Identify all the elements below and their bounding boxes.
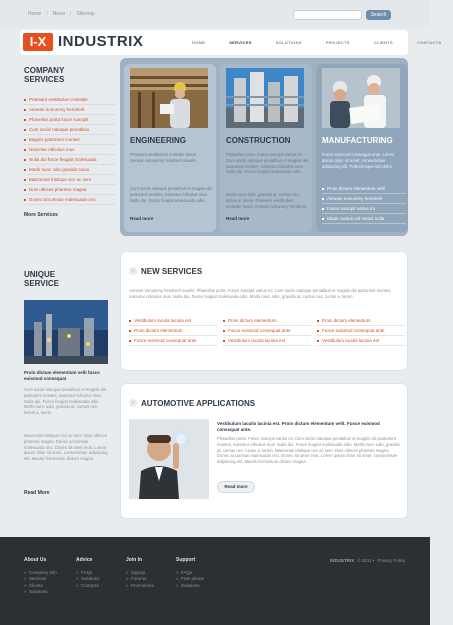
unique-service-title bbox=[24, 270, 59, 288]
list-item[interactable]: Nascetur ridiculus mus bbox=[24, 145, 116, 155]
footer-column bbox=[126, 557, 154, 589]
separator: | bbox=[46, 11, 48, 17]
footer-heading: Advice bbox=[76, 557, 93, 563]
footer-column bbox=[24, 557, 57, 595]
unique-read-more-link[interactable]: Read More bbox=[24, 490, 50, 496]
footer-list bbox=[126, 570, 154, 589]
list-item[interactable]: Duis ultrices pharetra magna bbox=[24, 185, 116, 195]
nav-clients[interactable]: CLIENTS bbox=[373, 40, 393, 45]
list-item[interactable]: Etiam cursus vel metus nulla bbox=[322, 214, 406, 224]
nav-contacts[interactable]: CONTACTS bbox=[417, 40, 442, 45]
company-services-title bbox=[24, 66, 64, 84]
separator: | bbox=[70, 11, 72, 17]
service-card-manufacturing bbox=[316, 64, 408, 232]
service-text: Fusce euismod consequat ante. Lorem ipsum dolor sit amet, consectetuer adipiscing elit. Pellentesque sed dolor. bbox=[322, 152, 395, 169]
footer-link[interactable]: » Forums bbox=[126, 576, 154, 582]
read-more-link[interactable]: Read more bbox=[226, 216, 250, 221]
copyright bbox=[330, 558, 405, 563]
search-button[interactable]: Search bbox=[366, 10, 391, 20]
title-line: COMPANY bbox=[24, 66, 65, 75]
manufacturing-image bbox=[322, 68, 400, 128]
list-item[interactable]: Proin dictum elementum bbox=[129, 326, 217, 336]
new-services-column bbox=[223, 316, 311, 346]
footer-link[interactable]: » Signup bbox=[126, 570, 154, 576]
engineering-image bbox=[130, 68, 208, 128]
footer-brand: INDUSTRIX bbox=[330, 558, 355, 563]
automotive-heading: Vestibulum iaculis lacinia est. Proin dictum elementum velit. Fusce euismod consequat ante. bbox=[217, 421, 380, 432]
nav-services[interactable]: SERVICES bbox=[229, 40, 252, 45]
title-line: UNIQUE bbox=[24, 270, 56, 279]
title-line: SERVICES bbox=[24, 75, 65, 84]
list-item[interactable]: Aenean nonummy hendrerit bbox=[24, 105, 116, 115]
unique-service-text: Maecenas tristique orci ac sem. Duis ultrices pharetra magna. Donec accumsan malesuada orci. Donec sit amet eros. Lorem ipsum dolor sit amet, consectetuer adipiscing elit. Mauris fermentum dictum magna. bbox=[24, 433, 108, 462]
list-item[interactable]: Fusce euismod consequat ante bbox=[129, 336, 217, 346]
list-item[interactable]: Phasellus porta fusce suscipit bbox=[24, 115, 116, 125]
list-item[interactable]: Cum sociis natoque penatibus bbox=[24, 125, 116, 135]
nav-projects[interactable]: PROJECTS bbox=[325, 40, 350, 45]
search-input[interactable] bbox=[293, 10, 362, 20]
footer-column bbox=[176, 557, 204, 589]
list-item[interactable]: Proin dictum elementum bbox=[317, 316, 405, 326]
unique-service-text: Cum sociis natoque penatibus et magnis dis parturient montes, nascetur ridiculus mus. Nulla dui. Fusce feugiat malesuada odio. Morbi nunc odio, gravida at, cursus nec, luctus a, lorem. bbox=[24, 387, 106, 416]
more-services-link[interactable]: More Services bbox=[24, 212, 58, 218]
main-nav bbox=[180, 30, 453, 55]
footer-link[interactable]: » Solutions bbox=[24, 589, 57, 595]
list-item[interactable]: Maecenas tristique orci ac sem bbox=[24, 175, 116, 185]
list-item[interactable]: Aenean nonummy hendrerit bbox=[322, 194, 406, 204]
list-item[interactable]: Vestibulum iaculis lacinia est bbox=[317, 336, 405, 346]
footer-link[interactable]: » Free phone bbox=[176, 576, 204, 582]
footer-link[interactable]: » Company info bbox=[24, 570, 57, 576]
top-link-news[interactable]: News bbox=[52, 11, 66, 17]
footer-list bbox=[24, 570, 57, 595]
list-item[interactable]: Fusce euismod consequat ante bbox=[223, 326, 311, 336]
footer bbox=[0, 537, 430, 625]
service-title: ENGINEERING bbox=[130, 136, 187, 145]
service-text: Cum sociis natoque penatibus et magnis dis parturient montes, nascetur ridiculus mus. Nulla dui. Fusce feugiat malesuada odio. bbox=[130, 186, 212, 203]
footer-link[interactable]: » Solutions bbox=[76, 576, 100, 582]
list-item[interactable]: Nulla dui fusce feugiat malesuada bbox=[24, 155, 116, 165]
panel-title: NEW SERVICES bbox=[141, 267, 203, 276]
construction-image bbox=[226, 68, 304, 128]
footer-list bbox=[76, 570, 100, 589]
footer-link[interactable]: » Contacts bbox=[76, 583, 100, 589]
list-item[interactable]: Fusce euismod consequat ante bbox=[317, 326, 405, 336]
new-services-column bbox=[129, 316, 217, 346]
new-services-panel bbox=[120, 251, 408, 371]
footer-heading: Support bbox=[176, 557, 196, 563]
footer-list bbox=[176, 570, 204, 589]
service-card-construction bbox=[220, 64, 312, 232]
copyright-text: © 2011 • bbox=[357, 558, 375, 563]
list-item[interactable]: Praesent vestibulum molestie bbox=[24, 95, 116, 105]
top-link-home[interactable]: Home bbox=[28, 11, 42, 17]
footer-link[interactable]: » Clients bbox=[24, 583, 57, 589]
service-card-engineering bbox=[124, 64, 216, 232]
footer-heading: About Us bbox=[24, 557, 47, 563]
arrow-icon: › bbox=[129, 399, 137, 407]
footer-link[interactable]: » Promotions bbox=[126, 583, 154, 589]
footer-column bbox=[76, 557, 100, 589]
read-more-button[interactable]: Read more bbox=[217, 481, 255, 493]
footer-link[interactable]: » Services bbox=[24, 576, 57, 582]
service-text: Morbi nunc odio, gravida at, cursus nec, luctus a, lorem. Praesent vestibulum molestie lacus. Aenean nonummy hendrerit. bbox=[226, 192, 308, 209]
services-panel bbox=[120, 58, 408, 236]
automotive-panel bbox=[120, 383, 408, 519]
list-item[interactable]: Magnis parturient montes bbox=[24, 135, 116, 145]
list-item[interactable]: Vestibulum iaculis lacinia est bbox=[223, 336, 311, 346]
service-title: CONSTRUCTION bbox=[226, 136, 291, 145]
panel-title: AUTOMOTIVE APPLICATIONS bbox=[141, 399, 256, 408]
list-item[interactable]: Proin dictum elementum bbox=[223, 316, 311, 326]
footer-link[interactable]: » FAQs bbox=[176, 570, 204, 576]
logo-text[interactable]: INDUSTRIX bbox=[58, 33, 144, 50]
new-services-intro: Aenean nonummy hendrerit mauris. Phasellus porta. Fusce suscipit varius mi. Cum sociis natoque penatibus et magnis dis parturient montes, nascetur ridiculus mus. Nulla dui. Fusce feugiat malesuada odio. Morbi nunc odio, gravida at, cursus nec, luctus a, lorem. bbox=[129, 288, 392, 299]
service-text: Praesent vestibulum molestie lacus. Aenean nonummy hendrerit mauris. bbox=[130, 152, 197, 163]
arrow-icon: › bbox=[129, 267, 137, 275]
list-item[interactable]: Proin dictum elementum velit bbox=[322, 184, 406, 194]
read-more-link[interactable]: Read more bbox=[130, 216, 154, 221]
nav-home[interactable]: HOME bbox=[192, 40, 206, 45]
list-item[interactable]: Donec accumsan malesuada orci bbox=[24, 195, 116, 205]
list-item[interactable]: Morbi nunc odio gravida curus bbox=[24, 165, 116, 175]
footer-heading: Join In bbox=[126, 557, 143, 563]
logo-mark[interactable]: I-X bbox=[23, 33, 53, 51]
top-links bbox=[28, 11, 95, 17]
title-line: SERVICE bbox=[24, 279, 59, 288]
list-item[interactable]: Vestibulum iaculis lacinia est bbox=[129, 316, 217, 326]
service-title: MANUFACTURING bbox=[322, 136, 393, 145]
privacy-policy-link[interactable]: Privacy Policy bbox=[377, 558, 406, 563]
nav-solutions[interactable]: SOLUTIONS bbox=[275, 40, 302, 45]
footer-link[interactable]: » FAQs bbox=[76, 570, 100, 576]
unique-service-heading: Proin dictum elementum velit fusce euismod consequat bbox=[24, 370, 100, 381]
new-services-column bbox=[317, 316, 405, 346]
company-services-list bbox=[24, 95, 116, 205]
automotive-text: Phasellus porta. Fusce suscipit varius mi. Cum sociis natoque penatibus et magnis dis parturient montes, nascetur ridiculus mus. Nulla dui. Fusce feugiat malesuada odio. Morbi nunc odio, gravida at, cursus nec, luctus a, lorem. Maecenas tristique orci ac sem. Duis ultrices pharetra magna. Donec accumsan malesuada orci. Donec sit amet eros. Lorem ipsum dolor sit amet, consectetuer adipiscing elit. Mauris fermentum dictum magna. bbox=[217, 436, 400, 465]
list-item[interactable]: Fusce suscipit varius mi bbox=[322, 204, 406, 214]
automotive-image bbox=[129, 419, 209, 499]
manufacturing-links bbox=[322, 184, 406, 224]
header bbox=[20, 30, 442, 55]
footer-link[interactable]: » Solutions bbox=[176, 583, 204, 589]
top-link-sitemap[interactable]: Sitemap bbox=[76, 11, 95, 17]
top-bar bbox=[0, 0, 430, 28]
unique-service-image bbox=[24, 300, 108, 364]
service-text: Phasellus porta. Fusce suscipit varius mi. Cum sociis natoque penatibus et magnis dis parturient montes, nascetur ridiculus mus. Nulla dui. Fusce feugiat malesuada odio. bbox=[226, 152, 308, 175]
